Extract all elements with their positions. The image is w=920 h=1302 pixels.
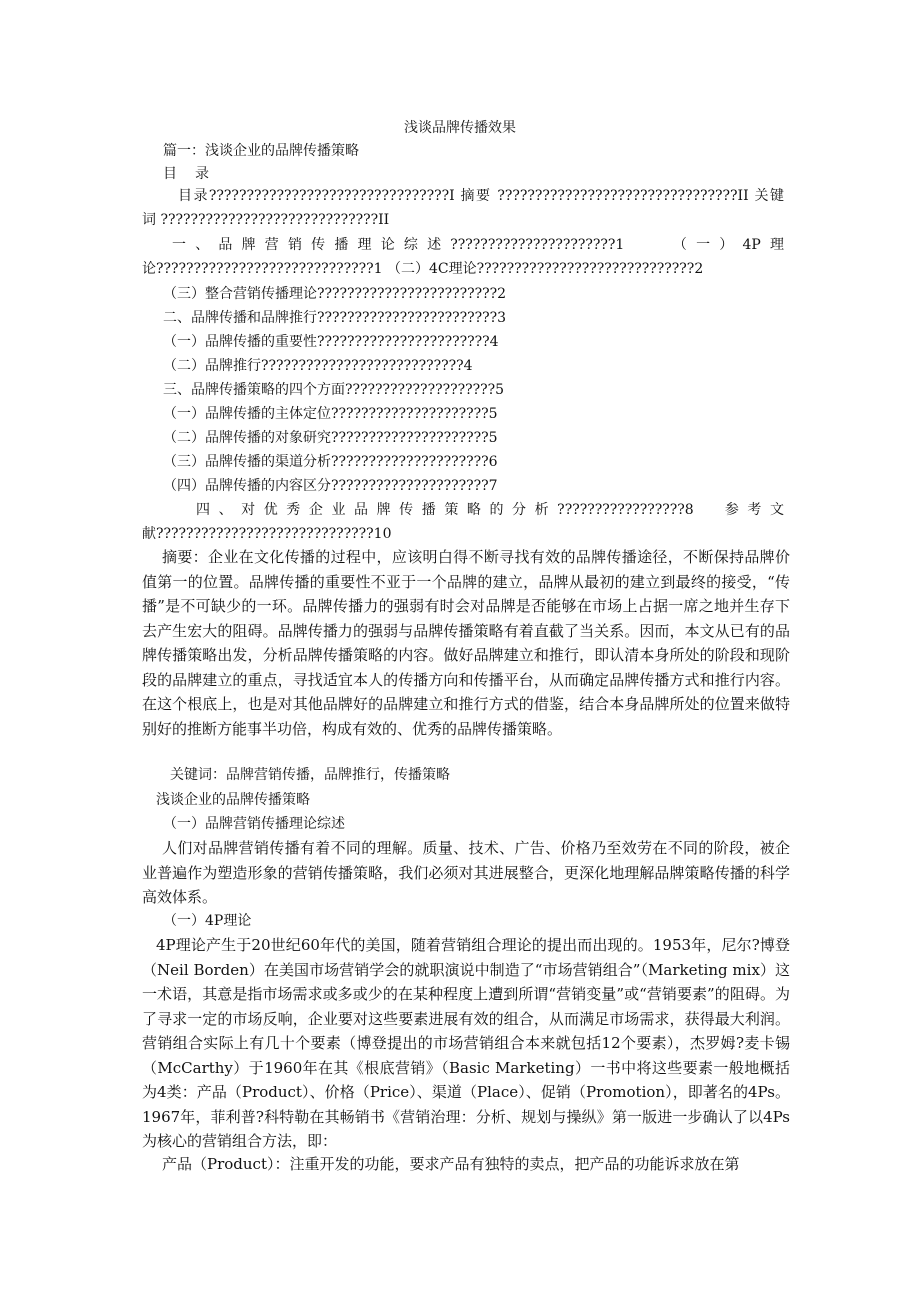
toc-block-2: 一、品牌营销传播理论综述??????????????????????1 （一）4P理论?????????????????????????????1 （二）4C理论?????????????????????????????2 — [142, 237, 784, 277]
toc-item: （二）品牌推行???????????????????????????4 — [163, 358, 473, 374]
section-heading: 篇一：浅谈企业的品牌传播策略 — [163, 143, 359, 159]
toc-item: （三）品牌传播的渠道分析?????????????????????6 — [163, 454, 498, 470]
toc-item: （三）整合营销传播理论????????????????????????2 — [163, 286, 507, 302]
document-title: 浅谈品牌传播效果 — [404, 120, 516, 136]
section-2-paragraph: 4P理论产生于20世纪60年代的美国，随着营销组合理论的提出而出现的。1953年，尼尔?博登（Neil Borden）在美国市场营销学会的就职演说中制造了“市场营销组合”（Marketing mix）这一术语，其意是指市场需求或多或少的在某种程度上遭到所谓“营销变量”或“营销要素”的阻碍。为了寻求一定的市场反响，企业要对这些要素进展有效的组合，从而满足市场需求，获得最大利润。营销组合实际上有几十个要素（博登提出的市场营销组合本来就包括12个要素），杰罗姆?麦卡锡（McCarthy）于1960年在其《根底营销》（Basic Marketing）一书中将这些要素一般地概括为4类：产品（Product）、价格（Price）、渠道（Place）、促销（Promotion），即著名的4Ps。1967年，菲利普?科特勒在其畅销书《营销治理：分析、规划与操纵》第一版进一步确认了以4Ps为核心的营销组合方法，即： — [142, 936, 790, 1150]
section-1-paragraph: 人们对品牌营销传播有着不同的理解。质量、技术、广告、价格乃至效劳在不同的阶段，被企业普遍作为塑造形象的营销传播策略，我们必须对其进展整合，更深化地理解品牌策略传播的科学高效体系。 — [142, 839, 790, 906]
section-2-paragraph-2: 产品（Product）：注重开发的功能，要求产品有独特的卖点，把产品的功能诉求放在第 — [162, 1155, 740, 1173]
toc-item: （四）品牌传播的内容区分?????????????????????7 — [163, 478, 498, 494]
toc-block-3: 四、对优秀企业品牌传播策略的分析?????????????????8 参考文献?????????????????????????????10 — [142, 502, 784, 542]
section-2-heading: （一）4P理论 — [163, 913, 252, 929]
section-1-heading: （一）品牌营销传播理论综述 — [163, 816, 345, 832]
toc-block-1: 目录????????????????????????????????I 摘要 ????????????????????????????????II 关键词 ?????????????????????????????II — [142, 188, 784, 228]
keywords-line: 关键词：品牌营销传播，品牌推行，传播策略 — [170, 767, 450, 783]
subtitle-line: 浅谈企业的品牌传播策略 — [156, 792, 310, 808]
abstract-paragraph: 摘要：企业在文化传播的过程中，应该明白得不断寻找有效的品牌传播途径，不断保持品牌价值第一的位置。品牌传播的重要性不亚于一个品牌的建立，品牌从最初的建立到最终的接受，“传播”是不可缺少的一环。品牌传播力的强弱有时会对品牌是否能够在市场上占据一席之地并生存下去产生宏大的阻碍。品牌传播力的强弱与品牌传播策略有着直截了当关系。因而，本文从已有的品牌传播策略出发，分析品牌传播策略的内容。做好品牌建立和推行，即认清本身所处的阶段和现阶段的品牌建立的重点，寻找适宜本人的传播方向和传播平台，从而确定品牌传播方式和推行内容。在这个根底上，也是对其他品牌好的品牌建立和推行方式的借鉴，结合本身品牌所处的位置来做特别好的推断方能事半功倍，构成有效的、优秀的品牌传播策略。 — [142, 548, 790, 738]
toc-item: 三、品牌传播策略的四个方面????????????????????5 — [163, 382, 505, 398]
toc-item: （二）品牌传播的对象研究?????????????????????5 — [163, 430, 498, 446]
toc-label: 目 录 — [163, 166, 211, 182]
toc-item: 二、品牌传播和品牌推行????????????????????????3 — [163, 310, 507, 326]
toc-item: （一）品牌传播的重要性???????????????????????4 — [163, 334, 499, 350]
toc-item: （一）品牌传播的主体定位?????????????????????5 — [163, 406, 498, 422]
